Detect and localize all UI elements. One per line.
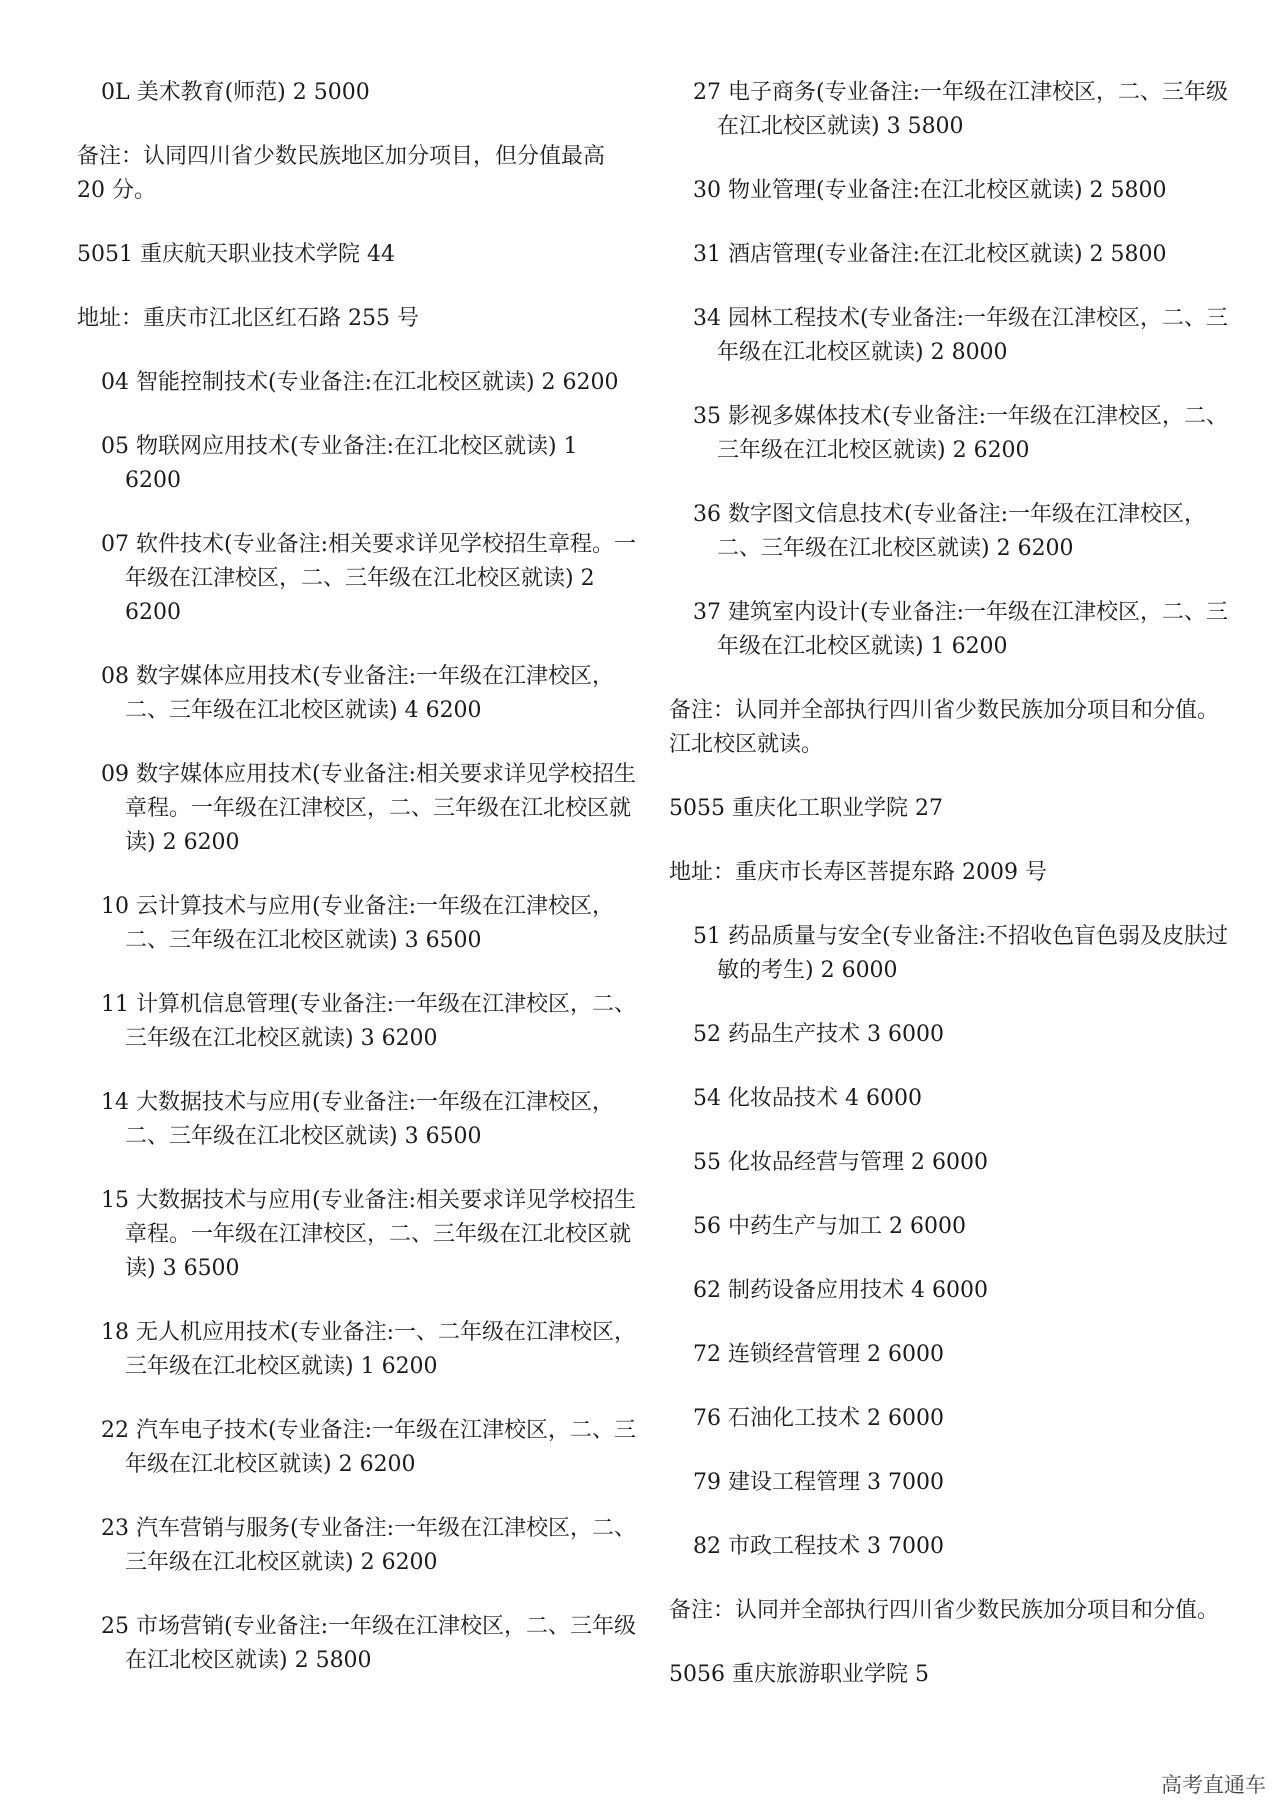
major-item: 37 建筑室内设计(专业备注:一年级在江津校区，二、三年级在江北校区就读) 1 6200 xyxy=(693,600,1228,659)
major-item: 30 物业管理(专业备注:在江北校区就读) 2 5800 xyxy=(693,178,1167,203)
major-item: 22 汽车电子技术(专业备注:一年级在江津校区，二、三年级在江北校区就读) 2 6200 xyxy=(101,1418,636,1477)
major-item: 62 制药设备应用技术 4 6000 xyxy=(693,1278,988,1303)
left-column xyxy=(77,76,637,1708)
major-item: 14 大数据技术与应用(专业备注:一年级在江津校区，二、三年级在江北校区就读) 3 6500 xyxy=(101,1090,614,1149)
major-item: 23 汽车营销与服务(专业备注:一年级在江津校区，二、三年级在江北校区就读) 2 6200 xyxy=(101,1516,636,1575)
major-item: 79 建设工程管理 3 7000 xyxy=(693,1470,944,1495)
major-item: 52 药品生产技术 3 6000 xyxy=(693,1022,944,1047)
major-item: 05 物联网应用技术(专业备注:在江北校区就读) 1 6200 xyxy=(101,434,578,493)
school-heading: 5051 重庆航天职业技术学院 44 xyxy=(77,242,395,267)
major-item: 08 数字媒体应用技术(专业备注:一年级在江津校区，二、三年级在江北校区就读) 4 6200 xyxy=(101,664,614,723)
major-item: 15 大数据技术与应用(专业备注:相关要求详见学校招生章程。一年级在江津校区，二、三年级在江北校区就读) 3 6500 xyxy=(101,1188,636,1281)
major-item: 35 影视多媒体技术(专业备注:一年级在江津校区，二、三年级在江北校区就读) 2 6200 xyxy=(693,404,1228,463)
major-item: 31 酒店管理(专业备注:在江北校区就读) 2 5800 xyxy=(693,242,1167,267)
major-item: 18 无人机应用技术(专业备注:一、二年级在江津校区，三年级在江北校区就读) 1 6200 xyxy=(101,1320,636,1379)
major-item: 09 数字媒体应用技术(专业备注:相关要求详见学校招生章程。一年级在江津校区，二、三年级在江北校区就读) 2 6200 xyxy=(101,762,636,855)
school-note: 备注：认同并全部执行四川省少数民族加分项目和分值。江北校区就读。 xyxy=(669,698,1220,757)
school-note: 备注：认同并全部执行四川省少数民族加分项目和分值。 xyxy=(669,1598,1220,1623)
major-item: 25 市场营销(专业备注:一年级在江津校区，二、三年级在江北校区就读) 2 5800 xyxy=(101,1614,636,1673)
major-item: 82 市政工程技术 3 7000 xyxy=(693,1534,944,1559)
major-item: 11 计算机信息管理(专业备注:一年级在江津校区，二、三年级在江北校区就读) 3 6200 xyxy=(101,992,636,1051)
school-note: 备注：认同四川省少数民族地区加分项目，但分值最高 20 分。 xyxy=(77,144,606,203)
major-item: 72 连锁经营管理 2 6000 xyxy=(693,1342,944,1367)
school-address: 地址：重庆市长寿区菩提东路 2009 号 xyxy=(669,860,1047,885)
major-item: 76 石油化工技术 2 6000 xyxy=(693,1406,944,1431)
major-item: 10 云计算技术与应用(专业备注:一年级在江津校区，二、三年级在江北校区就读) 3 6500 xyxy=(101,894,614,953)
major-item: 0L 美术教育(师范) 2 5000 xyxy=(101,80,370,105)
school-address: 地址：重庆市江北区红石路 255 号 xyxy=(77,306,419,331)
school-heading: 5055 重庆化工职业学院 27 xyxy=(669,796,943,821)
major-item: 54 化妆品技术 4 6000 xyxy=(693,1086,922,1111)
school-heading: 5056 重庆旅游职业学院 5 xyxy=(669,1662,929,1687)
major-item: 56 中药生产与加工 2 6000 xyxy=(693,1214,966,1239)
major-item: 36 数字图文信息技术(专业备注:一年级在江津校区，二、三年级在江北校区就读) 2 6200 xyxy=(693,502,1206,561)
major-item: 51 药品质量与安全(专业备注:不招收色盲色弱及皮肤过敏的考生) 2 6000 xyxy=(693,924,1228,983)
major-item: 07 软件技术(专业备注:相关要求详见学校招生章程。一年级在江津校区，二、三年级在江北校区就读) 2 6200 xyxy=(101,532,636,625)
major-item: 34 园林工程技术(专业备注:一年级在江津校区，二、三年级在江北校区就读) 2 8000 xyxy=(693,306,1228,365)
major-item: 04 智能控制技术(专业备注:在江北校区就读) 2 6200 xyxy=(101,370,619,395)
right-column xyxy=(669,76,1229,1722)
watermark: 高考直通车 xyxy=(1161,1773,1266,1797)
major-item: 55 化妆品经营与管理 2 6000 xyxy=(693,1150,988,1175)
major-item: 27 电子商务(专业备注:一年级在江津校区，二、三年级在江北校区就读) 3 5800 xyxy=(693,80,1228,139)
